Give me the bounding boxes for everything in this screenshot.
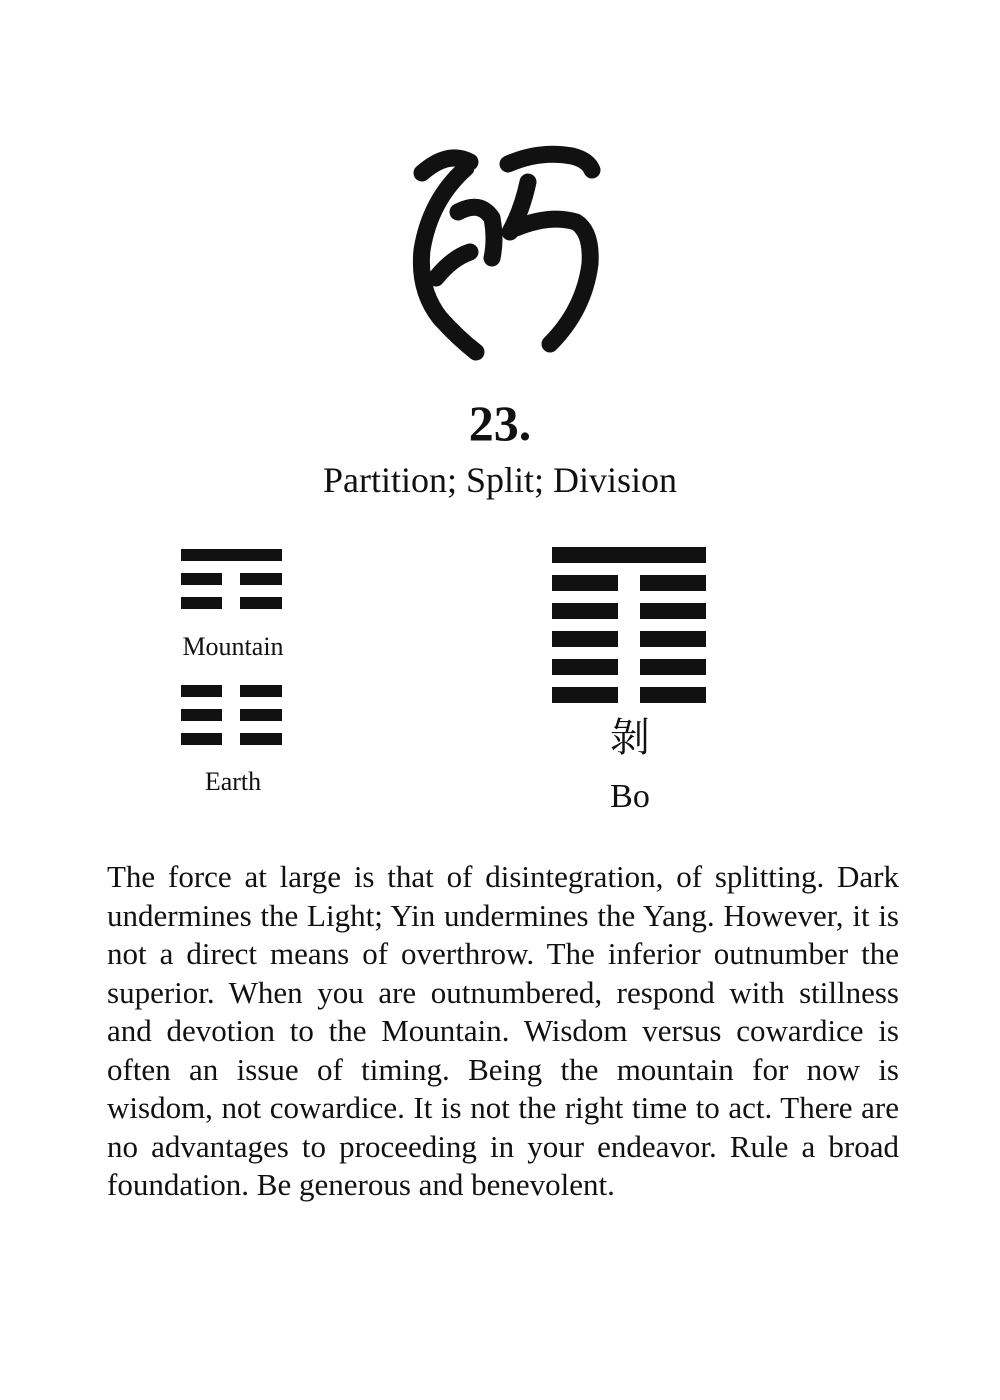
hexagram-line-broken-right <box>640 687 706 703</box>
hexagram-line-broken-left <box>552 575 618 591</box>
hexagram-line-broken-right <box>640 603 706 619</box>
trigram-line-solid <box>181 549 282 561</box>
hexagram-name: Bo <box>610 778 650 815</box>
hexagram-line-broken-left <box>552 659 618 675</box>
trigram-line-broken-right <box>240 709 282 721</box>
hexagram-line-broken-left <box>552 631 618 647</box>
trigram-line-broken-right <box>240 573 282 585</box>
hexagram-line-solid <box>552 547 706 563</box>
trigram-line-broken-left <box>181 685 222 697</box>
seal-script-glyph <box>400 140 610 365</box>
hexagram-line-broken-right <box>640 575 706 591</box>
trigram-line-broken-right <box>240 597 282 609</box>
hexagram-chinese-character: 剝 <box>610 715 650 761</box>
hexagram-line-broken-left <box>552 687 618 703</box>
trigram-label-mountain: Mountain <box>182 632 284 661</box>
trigram-line-broken-right <box>240 733 282 745</box>
hexagram-subtitle: Partition; Split; Division <box>322 460 678 500</box>
hexagram-line-broken-left <box>552 603 618 619</box>
trigram-line-broken-left <box>181 709 222 721</box>
trigram-line-broken-left <box>181 573 222 585</box>
hexagram-line-broken-right <box>640 659 706 675</box>
trigram-line-broken-right <box>240 685 282 697</box>
trigram-line-broken-left <box>181 733 222 745</box>
trigram-line-broken-left <box>181 597 222 609</box>
hexagram-line-broken-right <box>640 631 706 647</box>
hexagram-description: The force at large is that of disintegration, of splitting. Dark undermines the Light; Yin undermines the Yang. However, it is not a direct means of overthrow. The inferior outnumber the superior. When you are outnumbered, respond with stillness and devotion to the Mountain. Wisdom versus cowardice is often an issue of timing. Being the mountain for now is wisdom, not cowardice. It is not the right time to act. There are no advantages to proceeding in your endeavor. Rule a broad foundation. Be generous and benevolent. <box>107 859 899 1202</box>
trigram-label-earth: Earth <box>204 767 262 796</box>
hexagram-number: 23. <box>468 395 532 451</box>
